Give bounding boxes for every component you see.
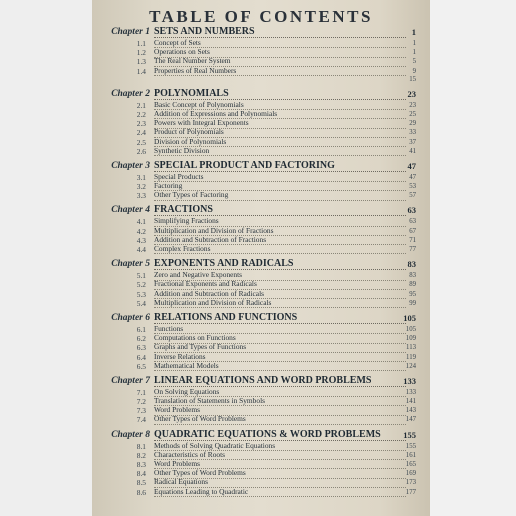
section-title: Addition of Expressions and Polynomials [154,110,406,119]
chapter-title: LINEAR EQUATIONS AND WORD PROBLEMS [154,375,406,387]
section-title: Mathematical Models [154,362,406,371]
extra-page-number: 15 [409,75,416,83]
section-title: Equations Leading to Quadratic [154,488,406,497]
section-title: Powers with Integral Exponents [154,119,406,128]
section-entry [100,442,418,451]
chapter-label: Chapter 5 [111,259,150,270]
chapter-label: Chapter 7 [111,375,150,386]
section-title: Product of Polynomials [154,128,406,137]
chapter-title: QUADRATIC EQUATIONS & WORD PROBLEMS [154,429,406,441]
section-number: 2.3 [136,119,146,129]
section-title: Methods of Solving Quadratic Equations [154,442,406,451]
section-page-number: 37 [409,138,416,146]
section-number: 8.3 [136,460,146,469]
chapter-heading [100,205,418,217]
section-title: Graphs and Types of Functions [154,343,406,352]
chapter-label: Chapter 6 [111,312,150,323]
section-number: 1.2 [136,48,146,58]
section-entry [100,415,418,424]
section-title: Concept of Sets [154,39,406,48]
section-page-number: 169 [405,470,416,478]
section-title: Synthetic Division [154,147,406,156]
section-page-number: 33 [409,129,416,137]
section-title: Factoring [154,182,406,191]
section-number: 1.3 [136,57,146,67]
section-entry [100,271,418,280]
section-entry [100,147,418,156]
section-entry [100,406,418,415]
section-page-number: 173 [405,479,416,487]
section-title: Multiplication and Division of Radicals [154,299,406,308]
section-number: 8.4 [136,469,146,479]
section-title: Operations on Sets [154,48,406,57]
section-title: Characteristics of Roots [154,451,406,460]
section-number: 7.3 [136,406,146,416]
section-entry [100,236,418,245]
section-page-number: 47 [409,173,416,181]
chapter-page-number: 63 [407,205,416,216]
section-number: 4.3 [136,235,146,245]
chapter-page-number: 83 [407,259,416,270]
section-page-number: 113 [406,344,416,352]
section-title: Word Problems [154,460,406,469]
page-title: TABLE OF CONTENTS [149,7,373,26]
chapter-heading [100,89,418,101]
section-title: Complex Fractions [154,245,406,254]
section-page-number: 53 [409,183,416,191]
section-page-number: 147 [405,416,416,424]
chapter-page-number: 47 [407,160,416,171]
section-entry [100,299,418,308]
chapter-title: RELATIONS AND FUNCTIONS [154,312,406,324]
chapter-heading [100,259,418,271]
section-number: 6.5 [136,361,146,371]
section-number: 1.4 [136,66,146,76]
section-number: 5.2 [136,280,146,290]
section-title: Addition and Subtraction of Fractions [154,236,406,245]
chapter-title: POLYNOMIALS [154,88,406,100]
section-number: 3.2 [136,182,146,192]
section-entry [100,362,418,371]
section-page-number: 67 [409,227,416,235]
chapter-label: Chapter 4 [111,205,150,216]
section-number: 8.1 [136,441,146,451]
section-page-number: 141 [405,398,416,406]
section-entry [100,460,418,469]
chapter-title: FRACTIONS [154,204,406,216]
section-number: 5.3 [136,289,146,299]
section-entry [100,478,418,487]
chapter-label: Chapter 3 [111,160,150,171]
chapter-label: Chapter 8 [111,429,150,440]
section-entry [100,325,418,334]
section-title: Basic Concept of Polynomials [154,101,406,110]
section-title: Division of Polynomials [154,138,406,147]
chapter-page-number: 1 [411,27,416,37]
section-entry [100,48,418,57]
section-entry [100,128,418,137]
section-title: Multiplication and Division of Fractions [154,227,406,236]
section-number: 6.3 [136,343,146,353]
section-page-number: 155 [405,442,416,450]
section-number: 1.1 [136,39,146,48]
trailing-page-number [100,76,418,84]
chapter-page-number: 133 [403,375,416,386]
section-page-number: 89 [409,281,416,289]
section-number: 3.3 [136,191,146,201]
chapter-heading [100,313,418,325]
left-background [0,0,92,516]
section-number: 6.1 [136,324,146,334]
chapter-title: EXPONENTS AND RADICALS [154,258,406,270]
chapter-heading [100,376,418,388]
section-page-number: 9 [412,67,416,75]
chapter-page-number: 105 [403,312,416,323]
section-title: Computations on Functions [154,334,406,343]
chapter-page-number: 155 [403,429,416,440]
section-page-number: 41 [409,147,416,155]
section-entry [100,488,418,497]
section-number: 8.6 [136,487,146,497]
book-page [92,0,430,516]
section-entry [100,469,418,478]
section-number: 8.2 [136,450,146,460]
section-page-number: 177 [405,488,416,496]
section-page-number: 133 [405,388,416,396]
section-page-number: 77 [409,246,416,253]
section-entry [100,245,418,254]
section-entry [100,67,418,76]
section-page-number: 23 [409,101,416,109]
section-entry [100,353,418,362]
section-number: 6.2 [136,334,146,344]
section-entry [100,451,418,460]
section-title: Inverse Relations [154,353,406,362]
section-page-number: 83 [409,272,416,280]
section-number: 7.2 [136,397,146,407]
chapter-label: Chapter 1 [111,27,150,37]
section-page-number: 5 [412,58,416,66]
section-page-number: 161 [405,451,416,459]
section-entry [100,182,418,191]
chapter-label: Chapter 2 [111,88,150,99]
section-page-number: 105 [405,325,416,333]
section-page-number: 63 [409,218,416,226]
section-number: 7.4 [136,415,146,425]
section-title: Special Products [154,173,406,182]
section-number: 2.5 [136,137,146,147]
section-title: Radical Equations [154,478,406,487]
chapter-page-number: 23 [407,88,416,99]
section-page-number: 165 [405,461,416,468]
section-title: Functions [154,325,406,334]
section-page-number: 143 [405,407,416,415]
section-page-number: 119 [406,353,416,361]
section-title: Other Types of Word Problems [154,415,406,424]
section-title: On Solving Equations [154,388,406,397]
section-title: Word Problems [154,406,406,415]
section-title: Other Types of Factoring [154,191,406,200]
section-page-number: 25 [409,110,416,118]
section-number: 5.4 [136,298,146,308]
section-title: Other Types of Word Problems [154,469,406,478]
section-page-number: 57 [409,192,416,200]
section-entry [100,57,418,66]
section-title: The Real Number System [154,57,406,66]
section-number: 2.4 [136,128,146,138]
chapter-heading [100,161,418,173]
section-entry [100,173,418,182]
section-entry [100,397,418,406]
section-page-number: 99 [409,299,416,307]
section-page-number: 71 [409,236,416,244]
section-page-number: 1 [412,49,416,57]
chapter-title: SPECIAL PRODUCT AND FACTORING [154,160,406,172]
section-page-number: 95 [409,290,416,298]
table-of-contents [100,27,418,497]
section-number: 6.4 [136,352,146,362]
section-number: 4.1 [136,217,146,227]
section-page-number: 1 [412,40,416,47]
section-entry [100,334,418,343]
section-page-number: 109 [405,335,416,343]
section-entry [100,191,418,200]
section-title: Properties of Real Numbers [154,67,406,76]
section-title: Simplifying Fractions [154,217,406,226]
section-number: 4.4 [136,245,146,254]
right-background [430,0,516,516]
section-entry [100,39,418,48]
chapter-title: SETS AND NUMBERS [154,26,406,38]
section-page-number: 124 [405,362,416,370]
section-number: 8.5 [136,478,146,488]
section-number: 3.1 [136,172,146,182]
section-entry [100,110,418,119]
section-title: Zero and Negative Exponents [154,271,406,280]
section-number: 2.2 [136,109,146,119]
section-page-number: 29 [409,120,416,128]
section-number: 4.2 [136,226,146,236]
section-number: 5.1 [136,271,146,281]
section-number: 7.1 [136,387,146,397]
chapter-heading [100,430,418,442]
chapter-heading [100,27,418,39]
section-entry [100,138,418,147]
section-entry [100,119,418,128]
section-title: Addition and Subtraction of Radicals [154,290,406,299]
section-number: 2.6 [136,146,146,156]
section-title: Fractional Exponents and Radicals [154,280,406,289]
section-number: 2.1 [136,100,146,110]
section-title: Translation of Statements in Symbols [154,397,406,406]
section-entry [100,343,418,352]
